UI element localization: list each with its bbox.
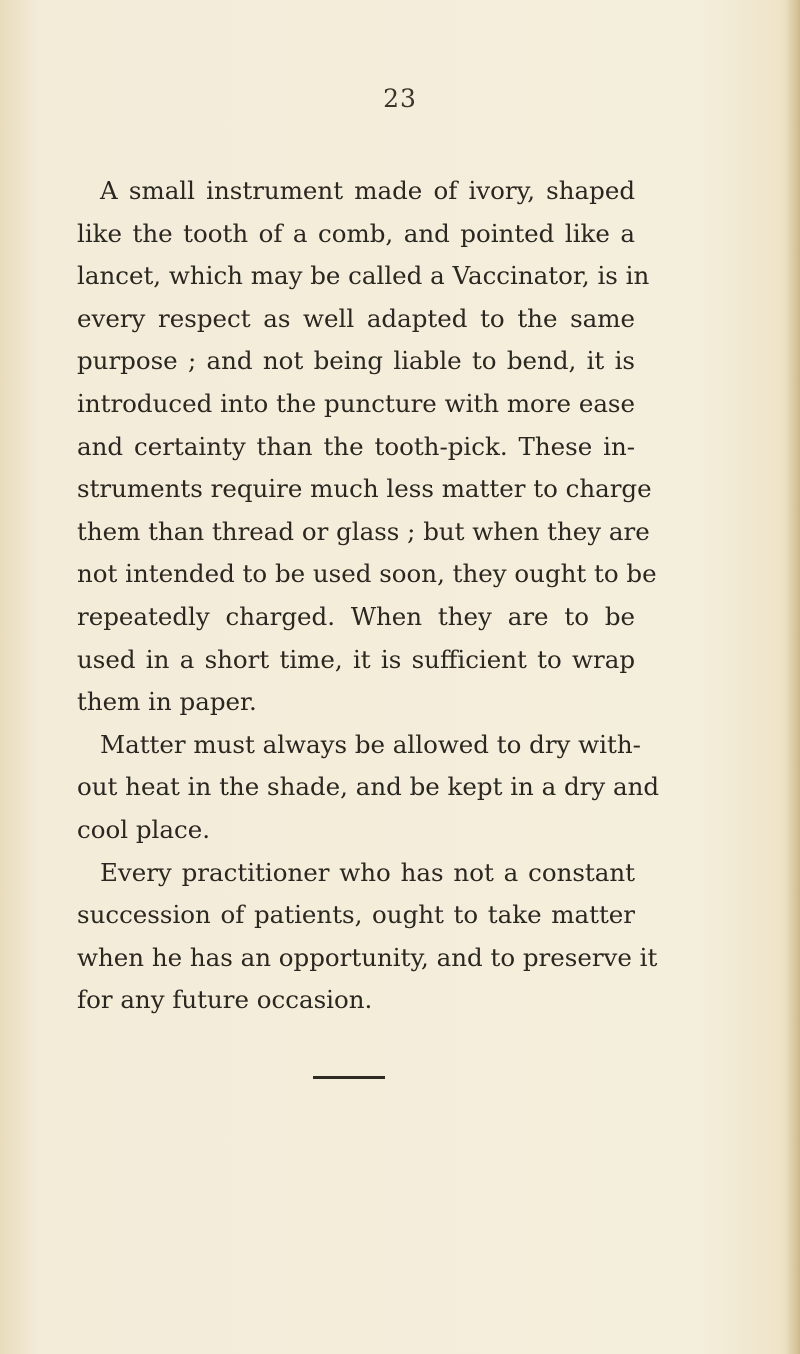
- body-text: [77, 170, 660, 1022]
- text-line: used in a short time, it is sufficient to wrap: [77, 644, 635, 674]
- text-line: struments require much less matter to charge: [77, 474, 652, 504]
- text-line: Every practitioner who has not a constant: [100, 857, 635, 887]
- text-line: not intended to be used soon, they ought to be: [77, 559, 657, 589]
- text-line: for any future occasion.: [77, 985, 373, 1015]
- text-line: when he has an opportunity, and to preserve it: [77, 942, 658, 972]
- text-line: lancet, which may be called a Vaccinator, is in: [77, 261, 650, 291]
- text-line: out heat in the shade, and be kept in a dry and: [77, 772, 660, 802]
- text-line: and certainty than the tooth-pick. These in-: [77, 431, 635, 461]
- text-line: A small instrument made of ivory, shaped: [100, 176, 635, 205]
- text-line: them than thread or glass ; but when they are: [77, 516, 650, 546]
- text-line: Matter must always be allowed to dry with-: [100, 729, 641, 759]
- text-line: purpose ; and not being liable to bend, it is: [77, 346, 635, 376]
- text-line: them in paper.: [77, 687, 257, 717]
- text-line: every respect as well adapted to the same: [77, 303, 635, 333]
- text-line: succession of patients, ought to take matter: [77, 900, 635, 930]
- page-edge: [786, 0, 800, 1354]
- page-number: 23: [383, 84, 417, 113]
- text-line: cool place.: [77, 814, 210, 844]
- text-line: like the tooth of a comb, and pointed like a: [77, 218, 635, 248]
- text-line: introduced into the puncture with more ease: [77, 388, 635, 418]
- section-rule: [313, 1076, 385, 1079]
- text-line: repeatedly charged. When they are to be: [77, 601, 635, 631]
